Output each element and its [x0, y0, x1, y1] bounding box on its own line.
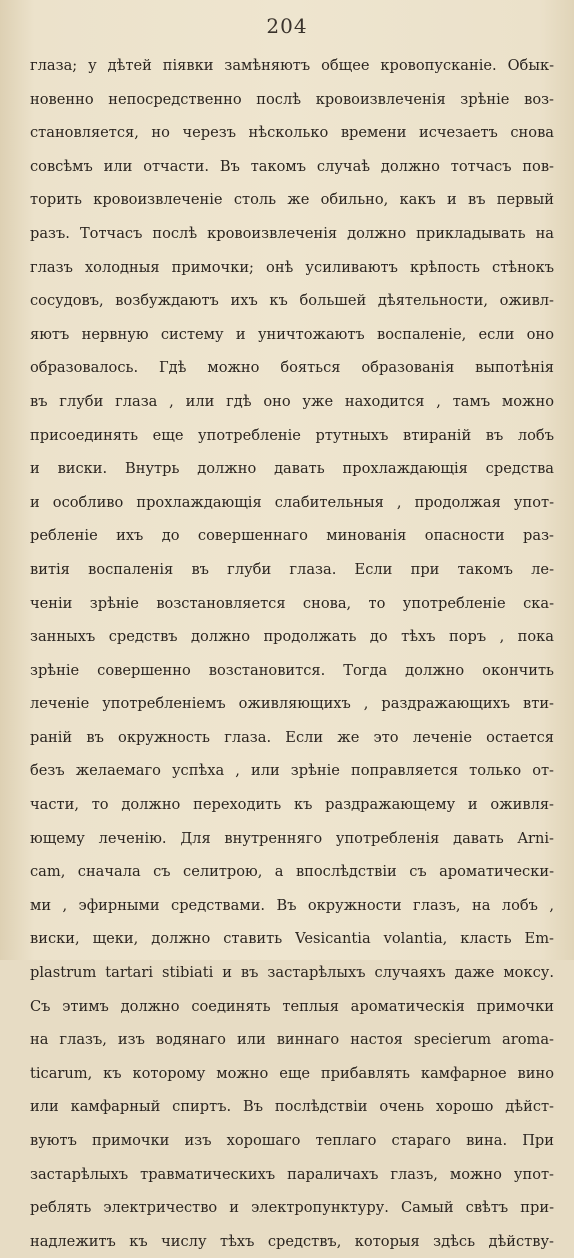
- text-line: ticarum, къ которому можно еще прибавлять камфарное вино: [30, 1064, 554, 1082]
- text-line: на глазъ, изъ водянаго или виннаго настоя specierum aroma-: [30, 1031, 554, 1049]
- text-line: и виски. Внутрь должно давать прохлаждающiя средства: [30, 460, 554, 478]
- text-line: яютъ нервную систему и уничтожаютъ воспаленiе, если оно: [30, 325, 554, 343]
- text-line: становляется, но черезъ нѣсколько времени исчезаетъ снова: [30, 124, 554, 142]
- text-line: cam, сначала съ селитрою, а впослѣдствiи съ ароматически-: [30, 863, 554, 881]
- text-line: сосудовъ, возбуждаютъ ихъ къ большей дѣятельности, оживл-: [30, 292, 554, 310]
- text-line: занныхъ средствъ должно продолжать до тѣхъ поръ , пока: [30, 628, 554, 646]
- text-line: леченiе употребленiемъ оживляющихъ , раздражающихъ вти-: [30, 695, 554, 713]
- text-line: виски, щеки, должно ставить Vesicantia volantia, класть Em-: [30, 930, 554, 948]
- text-line: ченiи зрѣнiе возстановляется снова, то употребленiе ска-: [30, 594, 554, 612]
- text-line: застарѣлыхъ травматическихъ параличахъ глазъ, можно упот-: [30, 1165, 554, 1183]
- text-line: ребленiе ихъ до совершеннаго минованiя опасности раз-: [30, 527, 554, 545]
- text-line: вуютъ примочки изъ хорошаго теплаго стараго вина. При: [30, 1132, 554, 1149]
- text-line: разъ. Тотчасъ послѣ кровоизвлеченiя должно прикладывать на: [30, 224, 554, 242]
- text-line: торить кровоизвлеченiе столь же обильно, какъ и въ первый: [30, 191, 554, 209]
- text-line: plastrum tartari stibiati и въ застарѣлыхъ случаяхъ даже моксу.: [30, 964, 554, 982]
- text-line: глазъ холодныя примочки; онѣ усиливаютъ крѣпость стѣнокъ: [30, 258, 554, 276]
- text-line: зрѣнiе совершенно возстановится. Тогда должно окончить: [30, 661, 554, 679]
- text-line: образовалось. Гдѣ можно бояться образованiя выпотѣнiя: [30, 359, 554, 377]
- body-text: [30, 49, 554, 1258]
- text-line: витiя воспаленiя въ глуби глаза. Если при такомъ ле-: [30, 560, 554, 578]
- text-line: ранiй въ окружность глаза. Если же это леченiе остается: [30, 728, 554, 746]
- text-line: надлежитъ къ числу тѣхъ средствъ, которыя здѣсь дѣйству-: [30, 1232, 554, 1250]
- text-line: реблять электричество и электропунктуру. Самый свѣтъ при-: [30, 1199, 554, 1217]
- text-line: ми , эфирными средствами. Въ окружности глазъ, на лобъ ,: [30, 896, 554, 914]
- page-number: 204: [266, 14, 308, 38]
- text-line: присоединять еще употребленiе ртутныхъ втиранiй въ лобъ: [30, 426, 554, 444]
- text-line: совсѣмъ или отчасти. Въ такомъ случаѣ должно тотчасъ пов-: [30, 157, 554, 175]
- text-line: и особливо прохлаждающiя слабительныя , продолжая упот-: [30, 493, 554, 511]
- text-line: части, то должно переходить къ раздражающему и оживля-: [30, 796, 554, 814]
- text-line: Съ этимъ должно соединять теплыя ароматическiя примочки: [30, 997, 554, 1015]
- text-line: ющему леченiю. Для внутренняго употребленiя давать Arni-: [30, 829, 554, 847]
- text-line: новенно непосредственно послѣ кровоизвлеченiя зрѣнiе воз-: [30, 90, 554, 108]
- text-line: безъ желаемаго успѣха , или зрѣнiе поправляется только от-: [30, 762, 554, 780]
- text-line: въ глуби глаза , или гдѣ оно уже находится , тамъ можно: [30, 392, 554, 410]
- text-line: или камфарный спиртъ. Въ послѣдствiи очень хорошо дѣйст-: [30, 1098, 554, 1116]
- text-line: глаза; у дѣтей пiявки замѣняютъ общее кровопусканiе. Обык-: [30, 57, 554, 74]
